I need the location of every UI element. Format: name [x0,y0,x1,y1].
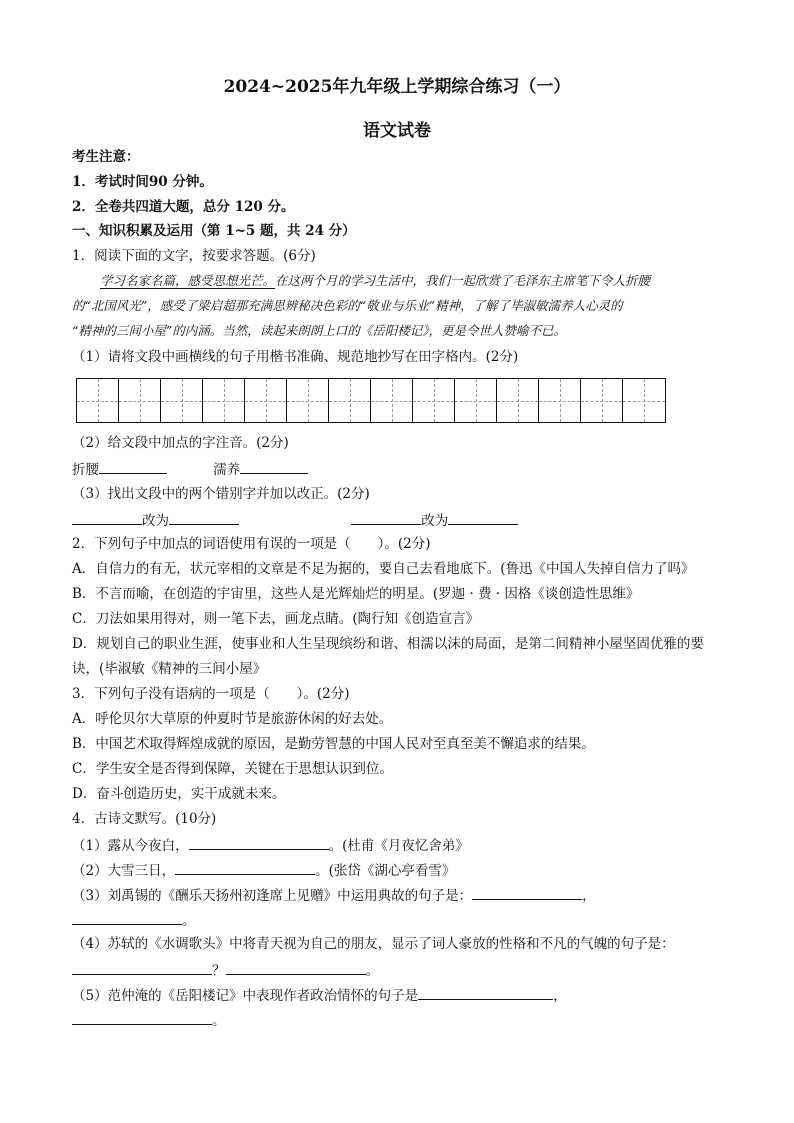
passage-line-1-rest: 在这两个月的学习生活中，我们一起欣赏了毛泽东主席笔下令人折腰 [275,273,651,288]
underlined-sentence: 学习名家名篇，感受思想光芒。 [100,273,276,288]
question-2-stem: 2．下列句子中加点的词语使用有误的一项是（ ）。(2分) [72,536,431,552]
pinyin-row [72,459,308,479]
q4-blank-3a[interactable] [472,885,582,900]
q4-item-3-prompt: （3）刘禹锡的《酬乐天扬州初逢席上见赠》中运用典故的句子是： [72,888,473,904]
q4-item-5-comma: ， [553,988,567,1004]
q3-option-a: A．呼伦贝尔大草原的仲夏时节是旅游休闲的好去处。 [72,711,393,727]
change-label-1: 改为 [142,513,169,529]
q4-item-4-cont [72,960,379,980]
pinyin-blank-1[interactable] [99,459,167,474]
exam-title: 2024~2025年九年级上学期综合练习（一） [223,77,571,97]
section-1-heading: 一、知识积累及运用（第 1~5 题，共 24 分） [72,223,356,239]
correct-char-blank-1[interactable] [169,510,239,525]
q4-blank-4b[interactable] [226,960,366,975]
correction-row [72,510,518,530]
q4-item-4-end: 。 [365,963,379,979]
grid-cell[interactable] [455,379,497,422]
notice-item-2: 2．全卷共四道大题，总分 120 分。 [72,199,295,215]
q4-blank-2[interactable] [175,860,315,875]
q3-option-d: D．奋斗创造历史，实干成就未来。 [72,786,286,802]
wrong-char-blank-1[interactable] [72,510,142,525]
notice-item-1: 1．考试时间90 分钟。 [72,174,213,190]
notice-heading: 考生注意： [72,149,140,165]
q2-option-d-line1: D．规划自己的职业生涯，使事业和人生呈现缤纷和谐、相濡以沫的局面，是第二间精神小屋坚固优雅的要 [72,636,704,652]
q2-option-c: C．刀法如果用得对，则一笔下去，画龙点睛。(陶行知《创造宣言》 [72,611,480,627]
grid-cell[interactable] [119,379,161,422]
passage-line-3: “精神的三间小屋”的内涵。当然，读起来朗朗上口的《岳阳楼记》，更是令世人赞喻不已。 [72,323,567,338]
pinyin-blank-2[interactable] [240,459,308,474]
q4-item-2-source: 。(张岱《湖心亭看雪》 [315,863,456,879]
q1-sub2: （2）给文段中加点的字注音。(2分) [72,435,289,451]
grid-cell[interactable] [581,379,623,422]
q4-blank-5a[interactable] [418,985,553,1000]
question-4-stem: 4．古诗文默写。(10分) [72,811,217,827]
q4-blank-5b[interactable] [72,1010,212,1025]
q4-item-1 [72,835,469,855]
grid-cell[interactable] [413,379,455,422]
tianzige-grid[interactable] [76,378,666,423]
q4-item-5 [72,985,567,1005]
q4-item-2 [72,860,455,880]
question-1-stem: 1．阅读下面的文字，按要求答题。(6分) [72,248,316,264]
grid-cell[interactable] [161,379,203,422]
q4-item-5-prompt: （5）范仲淹的《岳阳楼记》中表现作者政治情怀的句子是 [72,988,419,1004]
question-3-stem: 3．下列句子没有语病的一项是（ ）。(2分) [72,686,350,702]
grid-cell[interactable] [623,379,665,422]
q1-sub3: （3）找出文段中的两个错别字并加以改正。(2分) [72,486,370,502]
grid-cell[interactable] [539,379,581,422]
q4-item-3 [72,885,596,905]
exam-subtitle: 语文试卷 [363,121,431,141]
q3-option-c: C．学生安全是否得到保障，关键在于思想认识到位。 [72,761,393,777]
q4-blank-1[interactable] [189,835,329,850]
q4-item-3-end: 。 [182,913,196,929]
grid-cell[interactable] [203,379,245,422]
grid-cell[interactable] [497,379,539,422]
q4-item-4-question-mark: ？ [212,963,226,979]
q2-option-b: B．不言而喻，在创造的宇宙里，这些人是光辉灿烂的明星。(罗迦 · 费 · 因格《谈创造性思维》 [72,586,640,602]
change-label-2: 改为 [421,513,449,529]
q4-item-4: （4）苏轼的《水调歌头》中将青天视为自己的朋友，显示了词人豪放的性格和不凡的气魄的句子是： [72,936,675,952]
grid-cell[interactable] [287,379,329,422]
q3-option-b: B．中国艺术取得辉煌成就的原因，是勤劳智慧的中国人民对至真至美不懈追求的结果。 [72,736,595,752]
q4-item-1-prompt: （1）露从今夜白， [72,838,189,854]
q4-blank-3b[interactable] [72,910,182,925]
correct-char-blank-2[interactable] [448,510,518,525]
passage-line-1 [100,272,650,290]
grid-cell[interactable] [77,379,119,422]
grid-cell[interactable] [371,379,413,422]
q4-blank-4a[interactable] [72,960,212,975]
q2-option-a: A．自信力的有无，状元宰相的文章是不足为据的，要自己去看地底下。(鲁迅《中国人失掉自信力了吗》 [72,561,695,577]
q4-item-5-end: 。 [212,1013,226,1029]
q4-item-5-cont [72,1010,226,1030]
q2-option-d-line2: 诀，(毕淑敏《精神的三间小屋》 [72,661,267,677]
q4-item-3-cont [72,910,196,930]
q4-item-2-prompt: （2）大雪三日， [72,863,176,879]
passage-line-2: 的“北国风光”，感受了梁启超那充满思辨秘决色彩的“敬业与乐业”精神，了解了毕淑敏濡养人心灵的 [72,298,623,313]
q1-sub1: （1）请将文段中画横线的句子用楷书准确、规范地抄写在田字格内。(2分) [72,349,519,365]
word-1: 折腰 [72,462,99,478]
q4-item-1-source: 。(杜甫《月夜忆舍弟》 [328,838,469,854]
grid-cell[interactable] [329,379,371,422]
q4-item-3-comma: ， [582,888,596,904]
wrong-char-blank-2[interactable] [351,510,421,525]
word-2: 濡养 [213,462,241,478]
grid-cell[interactable] [245,379,287,422]
